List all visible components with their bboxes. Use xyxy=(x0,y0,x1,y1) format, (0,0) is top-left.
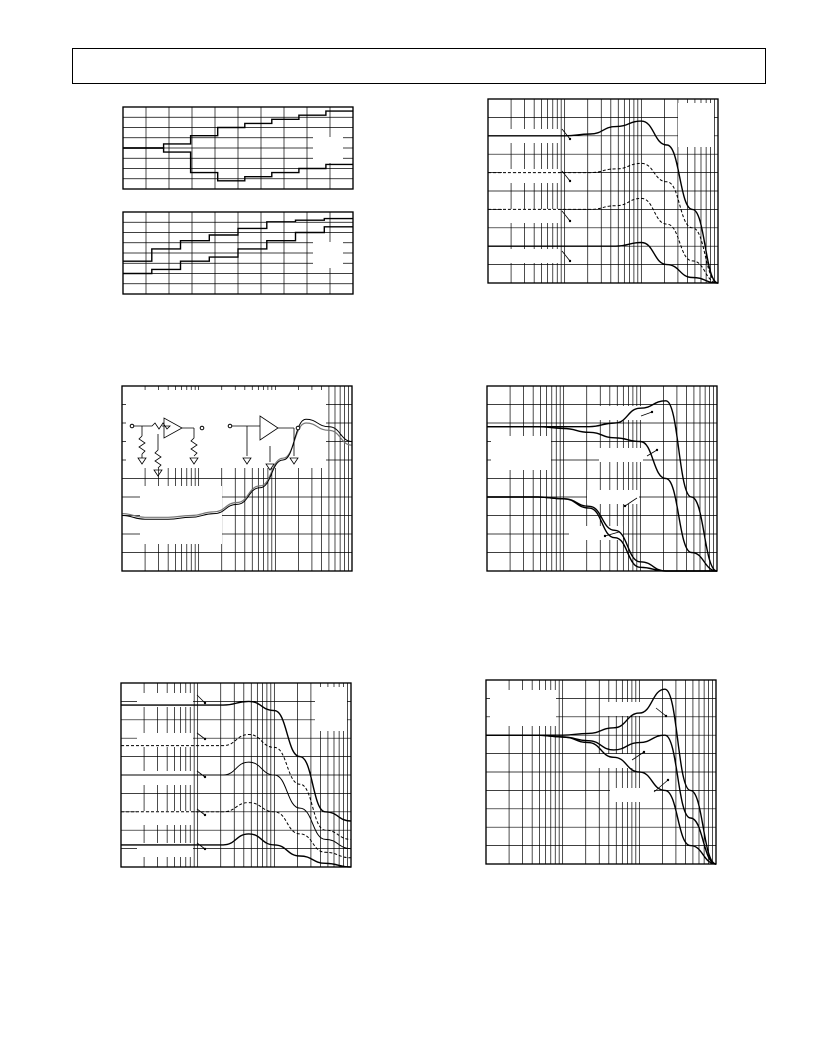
chart-freq-response-peaking-2 xyxy=(486,680,716,864)
pointer-arrowhead xyxy=(656,449,658,451)
pointer-arrowhead xyxy=(651,411,653,413)
pointer-arrowhead xyxy=(204,814,206,816)
chart-freq-response-peaking xyxy=(487,386,717,571)
pointer-arrowhead xyxy=(204,738,206,740)
pointer-arrowhead xyxy=(624,505,626,507)
label-mask xyxy=(599,448,643,462)
pointer-arrowhead xyxy=(665,715,667,717)
pointer-arrowhead xyxy=(604,535,606,537)
label-mask xyxy=(315,687,347,731)
chart-freq-response-gain-set-2 xyxy=(121,683,351,867)
label-mask xyxy=(313,242,343,268)
schematic-terminal xyxy=(228,424,232,428)
label-mask xyxy=(137,771,193,785)
label-mask xyxy=(502,169,558,183)
label-mask xyxy=(137,811,193,825)
label-mask xyxy=(610,788,654,802)
label-mask xyxy=(502,209,558,223)
schematic-terminal xyxy=(296,426,300,430)
chart-pulse-response-bottom xyxy=(123,212,353,294)
chart-noise-vs-frequency xyxy=(122,386,352,571)
label-mask xyxy=(137,733,193,747)
schematic-terminal xyxy=(200,426,204,430)
pointer-arrowhead xyxy=(667,779,669,781)
label-mask xyxy=(491,436,551,470)
label-mask xyxy=(595,406,643,420)
label-mask xyxy=(140,486,222,544)
label-mask xyxy=(502,249,558,263)
pointer-arrowhead xyxy=(569,180,571,182)
pointer-arrowhead xyxy=(569,220,571,222)
pointer-arrowhead xyxy=(204,776,206,778)
page-header-box xyxy=(72,48,766,84)
chart-freq-response-gain-set xyxy=(488,99,718,283)
pointer-arrowhead xyxy=(643,751,645,753)
pointer-arrowhead xyxy=(204,702,206,704)
pointer-arrowhead xyxy=(204,848,206,850)
label-mask xyxy=(490,690,556,726)
chart-pulse-response-top xyxy=(123,107,353,189)
label-mask xyxy=(313,137,343,163)
label-mask xyxy=(678,103,714,147)
pointer-arrowhead xyxy=(569,138,571,140)
label-mask xyxy=(606,702,656,716)
pointer-arrowhead xyxy=(569,260,571,262)
schematic-terminal xyxy=(130,424,134,428)
